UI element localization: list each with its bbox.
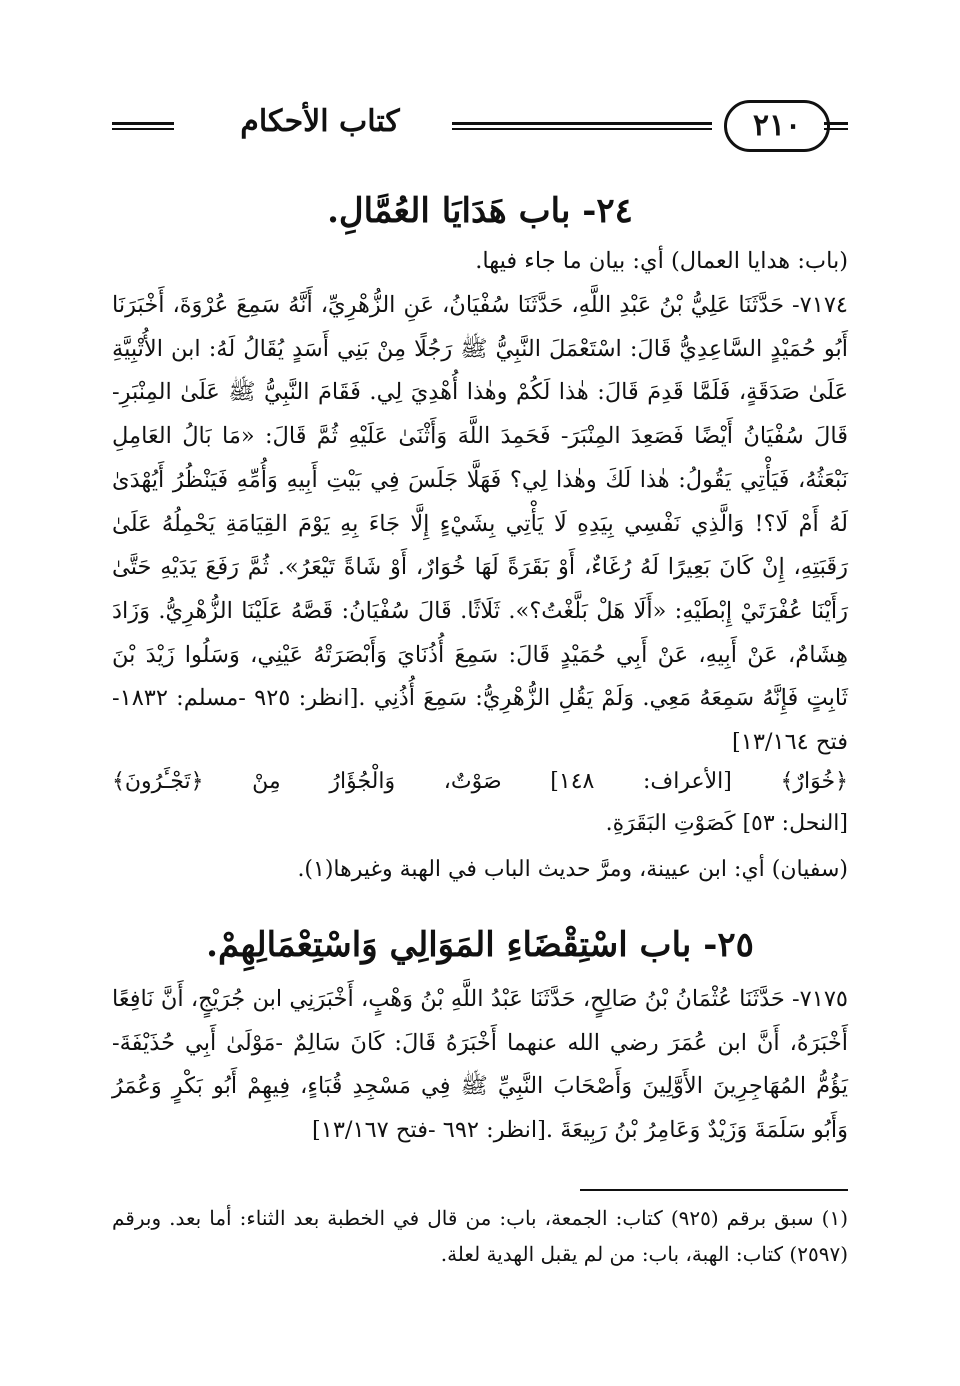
- hadith-7174: ٧١٧٤- حَدَّثَنَا عَلِيُّ بْنُ عَبْدِ اللَّهِ، حَدَّثَنَا سُفْيَانُ، عَنِ الزُّهْرِيِّ، أَنَّهُ سَمِعَ عُرْوَةَ، أَخْبَرَنَا أَبُو حُمَيْدٍ السَّاعِدِيُّ قَالَ: اسْتَعْمَلَ النَّبِيُّ ﷺ رَجُلًا مِنْ بَنِي أَسَدٍ يُقَالُ لَهُ: ابن الأُتْبِيَّةِ عَلَىٰ صَدَقَةٍ، فَلَمَّا قَدِمَ قَالَ: هٰذا لَكُمْ وهٰذا أُهْدِيَ لِي. فَقَامَ النَّبِيُّ ﷺ عَلَىٰ المِنْبَرِ- قَالَ سُفْيَانُ أَيْضًا فَصَعِدَ المِنْبَرَ- فَحَمِدَ اللَّهَ وَأَثْنَىٰ عَلَيْهِ ثُمَّ قَالَ: «مَا بَالُ العَامِلِ نَبْعَثُهُ، فَيَأْتِي يَقُولُ: هٰذا لَكَ وهٰذا لِي؟ فَهَلَّا جَلَسَ فِي بَيْتِ أَبِيهِ وَأُمِّهِ فَيَنْظُرُ أَيُهْدَىٰ لَهُ أَمْ لَا؟! وَالَّذِي نَفْسِي بِيَدِهِ لَا يَأْتِي بِشَيْءٍ إِلَّا جَاءَ بِهِ يَوْمَ القِيَامَةِ يَحْمِلُهُ عَلَىٰ رَقَبَتِهِ، إِنْ كَانَ بَعِيرًا لَهُ رُغَاءٌ، أَوْ بَقَرَةً لَهَا خُوَارٌ، أَوْ شَاةً تَيْعَرُ». ثُمَّ رَفَعَ يَدَيْهِ حَتَّىٰ رَأَيْنَا عُفْرَتَيْ إِبْطَيْهِ: «أَلَا هَلْ بَلَّغْتُ؟». ثَلَاثًا. قَالَ سُفْيَانُ: قَصَّهُ عَلَيْنَا الزُّهْرِيُّ. وَزَادَ هِشَامٌ، عَنْ أَبِيهِ، عَنْ أَبِي حُمَيْدٍ قَالَ: سَمِعَ أُذُنَايَ وَأَبْصَرَتْهُ عَيْنِي، وَسَلُوا زَيْدَ بْنَ ثَابِتٍ فَإِنَّهُ سَمِعَهُ مَعِي. وَلَمْ يَقُلِ الزُّهْرِيُّ: سَمِعَ أُذُنِي .[انظر: ٩٢٥ -مسلم: ١٨٣٢- فتح ١٣/١٦٤]: [112, 292, 848, 756]
- vocab-note-line-2: [النحل: ٥٣] كَصَوْتِ البَقَرَةِ.: [605, 811, 848, 836]
- footnote-separator: [580, 1189, 848, 1191]
- header-right-rule: [824, 122, 848, 125]
- header-left-rule: [112, 122, 174, 125]
- running-title: كتاب الأحكام: [240, 104, 400, 139]
- page-number: ٢١٠: [724, 100, 830, 152]
- commentary-note: (سفيان) أي: ابن عيينة، ومرَّ حديث الباب في الهبة وغيرها(١).: [297, 857, 848, 882]
- footnote-1: (١) سبق برقم (٩٢٥) كتاب: الجمعة، باب: من قال في الخطبة بعد الثناء: أما بعد. وبرقم (٢٥٩٧) كتاب: الهبة، باب: من لم يقبل الهدية لعلة.: [112, 1206, 849, 1266]
- chapter-title-24: ٢٤- باب هَدَايَا العُمَّالِ.: [327, 191, 633, 231]
- page-header: [112, 92, 848, 156]
- chapter-title-25: ٢٥- باب اسْتِقْضَاءِ المَوَالِي وَاسْتِعْمَالِهِمْ.: [206, 925, 754, 965]
- vocab-note-line-1: ﴿خُوَارٌ﴾ [الأعراف: ١٤٨] صَوْتٌ، وَالْجُؤَارُ مِنْ ﴿تَجْـَٔرُونَ﴾: [112, 769, 848, 794]
- hadith-7175: ٧١٧٥- حَدَّثَنَا عُثْمَانُ بْنُ صَالِحٍ، حَدَّثَنَا عَبْدُ اللَّهِ بْنُ وَهْبٍ، أَخْبَرَنِي ابن جُرَيْجٍ، أَنَّ نَافِعًا أَخْبَرَهُ، أَنَّ ابن عُمَرَ رضي الله عنهما أَخْبَرَهُ قَالَ: كَانَ سَالِمٌ -مَوْلَىٰ أَبِي حُذَيْفَةَ- يَؤُمُّ المُهَاجِرِينَ الأَوَّلِينَ وَأَصْحَابَ النَّبِيِّ ﷺ فِي مَسْجِدِ قُبَاءٍ، فِيهِمْ أَبُو بَكْرٍ وَعُمَرُ وَأَبُو سَلَمَةَ وَزَيْدٌ وَعَامِرُ بْنُ رَبِيعَةَ .[انظر: ٦٩٢ -فتح ١٣/١٦٧]: [112, 986, 848, 1144]
- header-middle-rule: [452, 122, 712, 125]
- chapter-intro: (باب: هدايا العمال) أي: بيان ما جاء فيها.: [475, 248, 848, 274]
